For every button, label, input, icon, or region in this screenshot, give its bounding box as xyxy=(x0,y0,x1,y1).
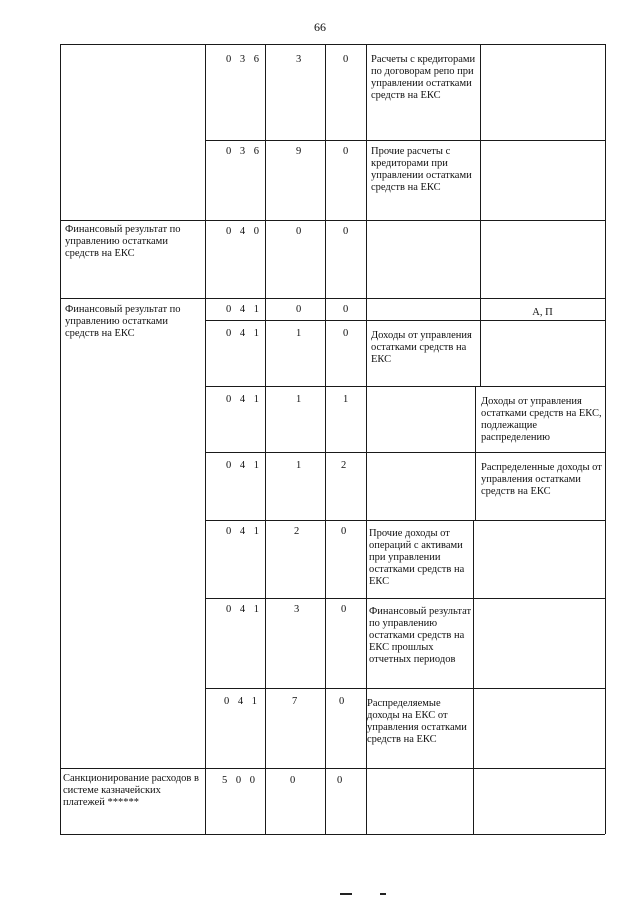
code-cell: 0 4 1 xyxy=(226,460,262,471)
code-cell: 7 xyxy=(292,696,298,707)
code-cell: 0 xyxy=(341,604,347,615)
code-cell: 0 3 6 xyxy=(226,146,262,157)
type-cell: А, П xyxy=(532,307,553,318)
description-cell: Распределяемые доходы на ЕКС от управления остатками средств на ЕКС xyxy=(367,698,467,745)
description-cell: Доходы от управления остатками средств на ЕКС, подлежащие распределению xyxy=(481,396,602,443)
group-name-cell: Санкционирование расходов в системе казначейских платежей ****** xyxy=(63,773,199,808)
description-cell: Расчеты с кредиторами по договорам репо при управлении остатками средств на ЕКС xyxy=(371,54,476,101)
code-cell: 0 xyxy=(343,54,349,65)
description-cell: Финансовый результат по управлению остатками средств на ЕКС прошлых отчетных периодов xyxy=(369,606,472,665)
description-cell: Доходы от управления остатками средств на ЕКС xyxy=(371,330,472,365)
code-cell: 0 xyxy=(296,226,302,237)
scan-mark xyxy=(380,893,386,895)
code-cell: 0 xyxy=(343,146,349,157)
code-cell: 0 xyxy=(296,304,302,315)
page-number: 66 xyxy=(314,20,326,34)
code-cell: 0 xyxy=(290,775,296,786)
code-cell: 0 xyxy=(343,226,349,237)
code-cell: 0 4 1 xyxy=(226,604,262,615)
code-cell: 0 xyxy=(341,526,347,537)
code-cell: 0 xyxy=(343,328,349,339)
code-cell: 0 4 1 xyxy=(226,526,262,537)
code-cell: 0 xyxy=(337,775,343,786)
code-cell: 0 xyxy=(343,304,349,315)
code-cell: 0 4 1 xyxy=(224,696,260,707)
scan-mark xyxy=(340,893,352,895)
group-name-cell: Финансовый результат по управлению остатками средств на ЕКС xyxy=(65,304,181,339)
code-cell: 0 4 1 xyxy=(226,328,262,339)
group-name-cell: Финансовый результат по управлению остатками средств на ЕКС xyxy=(65,224,181,259)
code-cell: 0 xyxy=(339,696,345,707)
code-cell: 2 xyxy=(294,526,300,537)
code-cell: 2 xyxy=(341,460,347,471)
code-cell: 1 xyxy=(296,460,302,471)
code-cell: 1 xyxy=(296,394,302,405)
description-cell: Распределенные доходы от управления остатками средств на ЕКС xyxy=(481,462,602,497)
code-cell: 0 4 0 xyxy=(226,226,262,237)
description-cell: Прочие доходы от операций с активами при управлении остатками средств на ЕКС xyxy=(369,528,465,587)
code-cell: 3 xyxy=(294,604,300,615)
code-cell: 1 xyxy=(343,394,349,405)
code-cell: 3 xyxy=(296,54,302,65)
description-cell: Прочие расчеты с кредиторами при управлении остатками средств на ЕКС xyxy=(371,146,472,193)
code-cell: 5 0 0 xyxy=(222,775,258,786)
code-cell: 0 3 6 xyxy=(226,54,262,65)
code-cell: 9 xyxy=(296,146,302,157)
code-cell: 0 4 1 xyxy=(226,394,262,405)
code-cell: 1 xyxy=(296,328,302,339)
code-cell: 0 4 1 xyxy=(226,304,262,315)
